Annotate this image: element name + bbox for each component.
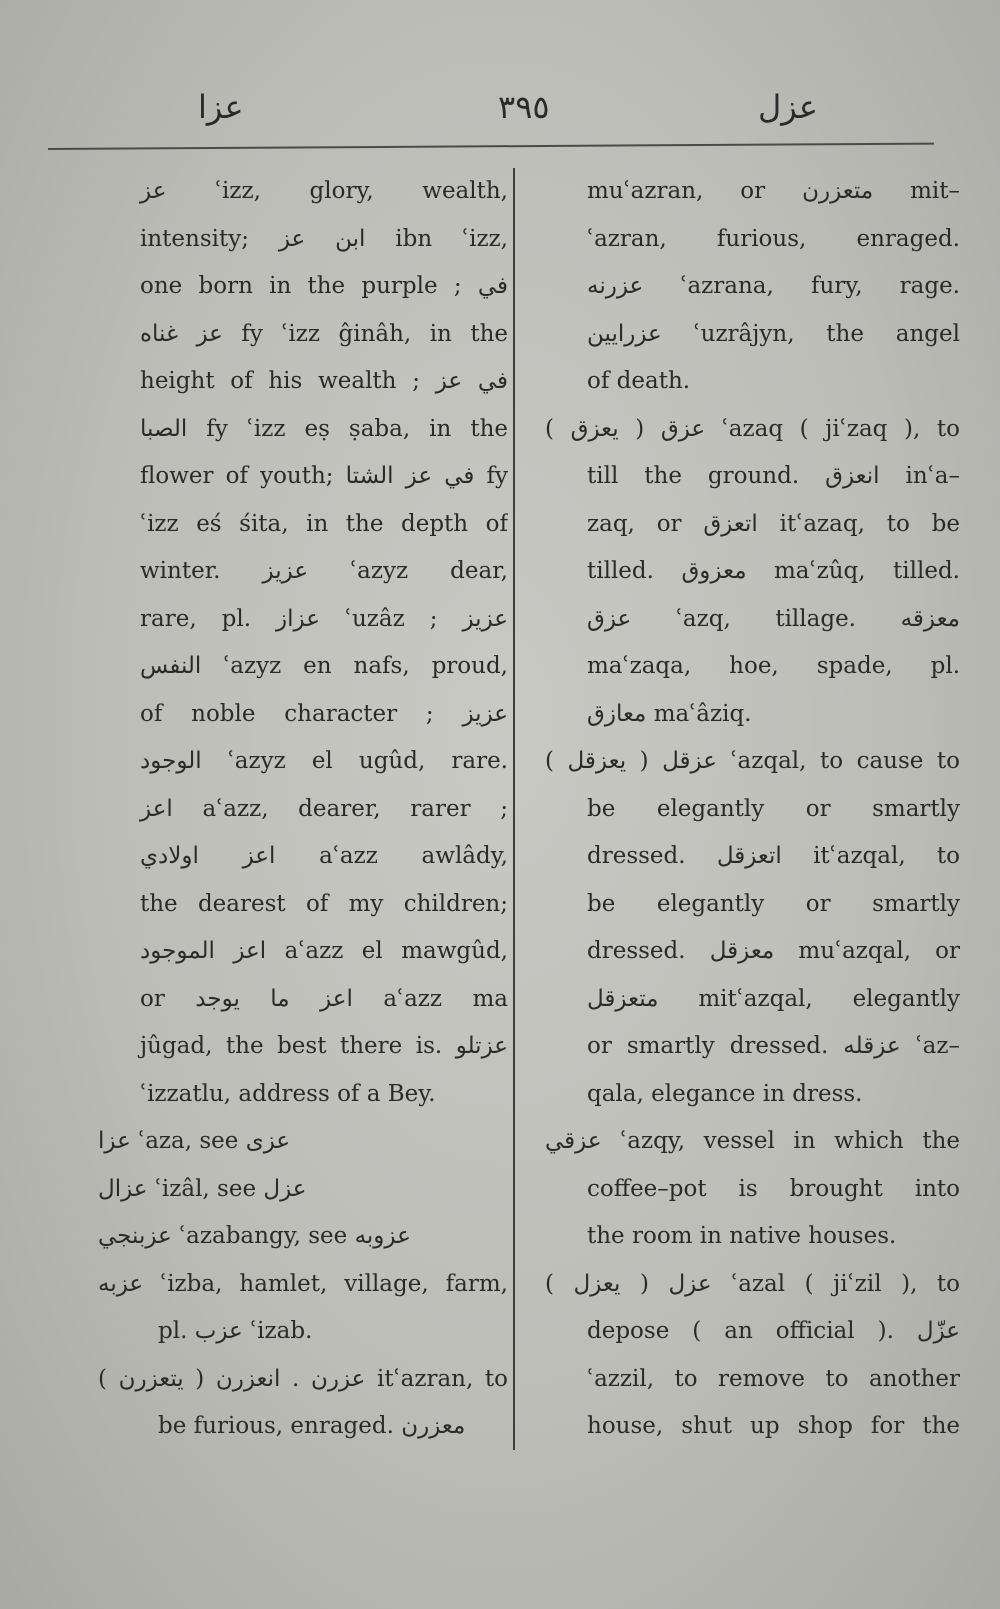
left-column — [98, 168, 508, 1451]
entry-line: maʿzaqa, hoe, spade, pl. — [587, 653, 960, 679]
entry-line: be furious, enraged. معزرن — [158, 1413, 466, 1439]
entry-line: معازق maʿâziq. — [587, 700, 752, 727]
left-headword: عزا — [198, 88, 244, 126]
entry-line: ʿizz eś śita, in the depth of — [140, 510, 508, 537]
entry-line: be elegantly or smartly — [587, 890, 960, 917]
entry-line: depose ( an official ). عزّل — [587, 1318, 960, 1344]
entry-line: النفس ʿazyz en nafs, proud, — [140, 653, 508, 679]
entry-headword-line: عزقي ʿazqy, vessel in which the — [545, 1128, 960, 1154]
entry-line: of death. — [587, 368, 691, 394]
entry-headword-line: عزل ( يعزل ) ʿazal ( jiʿzil ), to — [545, 1270, 960, 1297]
page-header — [48, 88, 938, 138]
entry-line: pl. عزب ʿizab. — [158, 1318, 313, 1344]
entry-line: jûgad, the best there is. عزتلو — [140, 1033, 508, 1059]
entry-line: intensity; ابن عز ibn ʿizz, — [140, 225, 508, 252]
entry-headword-line: عزق ( يعزق ) ʿazaq ( jiʿzaq ), to — [545, 415, 960, 442]
entry-line: الصبا fy ʿizz eṣ ṣaba, in the — [140, 415, 508, 442]
entry-line: zaq, or اتعزق itʿazaq, to be — [587, 510, 960, 537]
entry-line: ʿazran, furious, enraged. — [587, 225, 960, 252]
entry-line: qala, elegance in dress. — [587, 1080, 863, 1107]
entry-line: height of his wealth ; في عز — [140, 368, 508, 394]
entry-line: rare, pl. عزاز ʿuzâz ; عزيز — [140, 605, 508, 632]
entry-line: of noble character ; عزيز — [140, 700, 508, 727]
entry-headword-line: عزبه ʿizba, hamlet, village, farm, — [98, 1270, 508, 1297]
entry-line: اعز aʿazz, dearer, rarer ; — [140, 795, 508, 822]
entry-headword-line: عزا ʿaza, see عزى — [98, 1128, 291, 1154]
entry-headword-line: عزرن . انعزرن ( يتعزرن ) itʿazran, to — [98, 1365, 508, 1392]
entry-line: muʿazran, or متعزرن mit– — [587, 178, 960, 204]
entry-line: عزرنه ʿazrana, fury, rage. — [587, 273, 960, 299]
entry-line: عزق ʿazq, tillage. معزقه — [587, 605, 960, 632]
entry-line: عز ʿizz, glory, wealth, — [140, 178, 508, 204]
entry-line: عزرايين ʿuzrâjyn, the angel — [587, 320, 960, 347]
entry-line: flower of youth; في عز الشتا fy — [140, 463, 508, 489]
entry-line: house, shut up shop for the — [587, 1413, 960, 1439]
entry-line: عز غناه fy ʿizz ĝinâh, in the — [140, 320, 508, 347]
entry-line: winter. عزيز ʿazyz dear, — [140, 558, 508, 584]
column-divider — [513, 168, 515, 1450]
entry-line: tilled. معزوق maʿzûq, tilled. — [587, 558, 960, 584]
entry-line: till the ground. انعزق inʿa– — [587, 463, 960, 489]
entry-line: one born in the purple ; في — [140, 273, 508, 299]
entry-headword-line: عزال ʿizâl, see عزل — [98, 1175, 307, 1202]
entry-line: be elegantly or smartly — [587, 795, 960, 822]
entry-line: or اعز ما يوجد aʿazz ma — [140, 985, 508, 1012]
right-headword: عزل — [758, 88, 818, 126]
entry-headword-line: عزبنجي ʿazabangy, see عزوبه — [98, 1223, 411, 1249]
entry-line: اعز اولادي aʿazz awlâdy, — [140, 843, 508, 869]
entry-line: dressed. معزقل muʿazqal, or — [587, 938, 960, 964]
entry-line: ʿazzil, to remove to another — [587, 1365, 960, 1392]
header-rule — [48, 143, 934, 150]
entry-line: dressed. اتعزقل itʿazqal, to — [587, 843, 960, 869]
entry-line: اعز الموجود aʿazz el mawgûd, — [140, 938, 508, 964]
entry-line: coffee–pot is brought into — [587, 1175, 960, 1202]
entry-line: or smartly dressed. عزقله ʿaz– — [587, 1033, 960, 1059]
entry-line: the dearest of my children; — [140, 890, 508, 917]
entry-line: الوجود ʿazyz el ugûd, rare. — [140, 748, 508, 774]
entry-line: متعزقل mitʿazqal, elegantly — [587, 985, 960, 1012]
entry-line: ʿizzatlu, address of a Bey. — [140, 1080, 436, 1107]
entry-line: the room in native houses. — [587, 1223, 897, 1249]
right-column — [545, 168, 960, 1451]
entry-headword-line: عزقل ( يعزقل ) ʿazqal, to cause to — [545, 748, 960, 774]
page-number: ٣٩٥ — [498, 88, 550, 126]
